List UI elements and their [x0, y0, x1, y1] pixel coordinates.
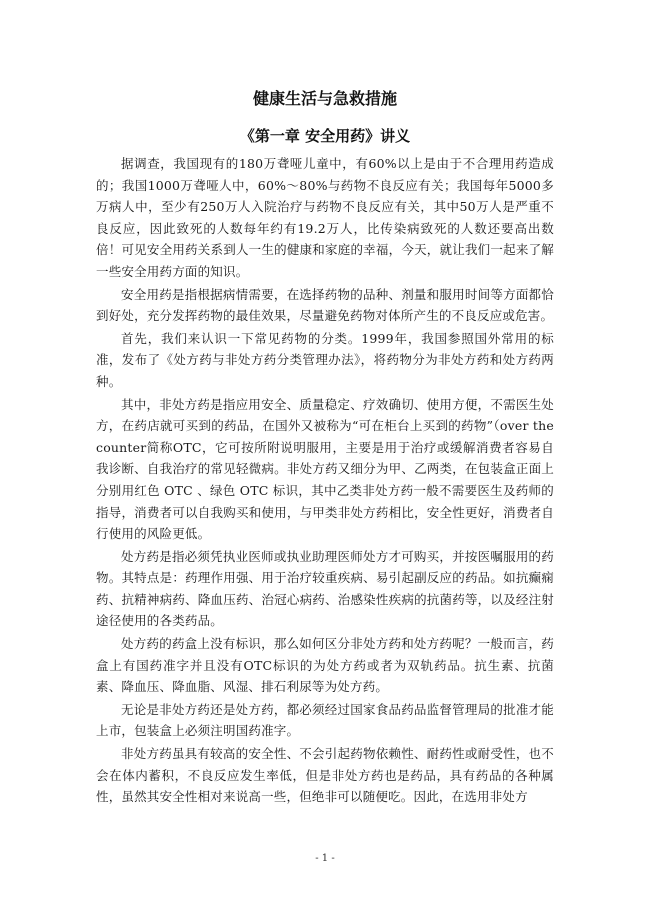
paragraph-prescription-drugs: 处方药是指必须凭执业医师或执业助理医师处方才可购买，并按医嘱服用的药物。其特点是：药理作用强、用于治疗较重疾病、易引起副反应的药品。如抗癫痫药、抗精神病药、降血压药、治冠心病药、治感染性疾病的抗菌药等，以及经注射途径使用的各类药品。 [96, 548, 554, 629]
paragraph-safe-medication-definition: 安全用药是指根据病情需要，在选择药物的品种、剂量和服用时间等方面都恰到好处，充分发挥药物的最佳效果，尽量避免药物对体所产生的不良反应或危害。 [96, 286, 554, 324]
paragraph-statistics: 据调查，我国现有的180万聋哑儿童中，有60%以上是由于不合理用药造成的；我国1000万聋哑人中，60%～80%与药物不良反应有关；我国每年5000多万病人中，至少有250万人入院治疗与药物不良反应有关，其中50万人是严重不良反应，因此致死的人数每年约有19.2万人，比传染病致死的人数还要高出数倍！可见安全用药关系到人一生的健康和家庭的幸福，今天，就让我们一起来了解一些安全用药方面的知识。 [96, 156, 554, 279]
paragraph-otc-safety: 非处方药虽具有较高的安全性、不会引起药物依赖性、耐药性或耐受性，也不会在体内蓄积，不良反应发生率低，但是非处方药也是药品，具有药品的各种属性，虽然其安全性相对来说高一些，但绝非可以随便吃。因此，在选用非处方 [96, 746, 554, 805]
paragraph-approval: 无论是非处方药还是处方药，都必须经过国家食品药品监督管理局的批准才能上市，包装盒上必须注明国药准字。 [96, 701, 554, 739]
paragraph-distinguish-drugs: 处方药的药盒上没有标识，那么如何区分非处方药和处方药呢？一般而言，药盒上有国药准字并且没有OTC标识的为处方药或者为双轨药品。抗生素、抗菌素、降血压、降血脂、风湿、排石利尿等为处方药。 [96, 636, 554, 695]
chapter-title: 《第一章 安全用药》讲义 [239, 127, 411, 145]
page-number: - 1 - [315, 853, 335, 864]
paragraph-drug-classification: 首先，我们来认识一下常见药物的分类。1999年，我国参照国外常用的标准，发布了《处方药与非处方药分类管理办法》，将药物分为非处方药和处方药两种。 [96, 330, 554, 389]
paragraph-otc-drugs: 其中，非处方药是指应用安全、质量稳定、疗效确切、使用方便，不需医生处方，在药店就可买到的药品，在国外又被称为“可在柜台上买到的药物”（over the counter简称OTC，它可按所附说明服用，主要是用于治疗或缓解消费者容易自我诊断、自我治疗的常见轻微病。非处方药又细分为甲、乙两类，在包装盒正面上分别用红色 OTC 、绿色 OTC 标识，其中乙类非处方药一般不需要医生及药师的指导，消费者可以自我购买和使用，与甲类非处方药相比，安全性更好，消费者自行使用的风险更低。 [96, 396, 554, 542]
document-title: 健康生活与急救措施 [252, 89, 397, 108]
page-content [96, 88, 554, 809]
